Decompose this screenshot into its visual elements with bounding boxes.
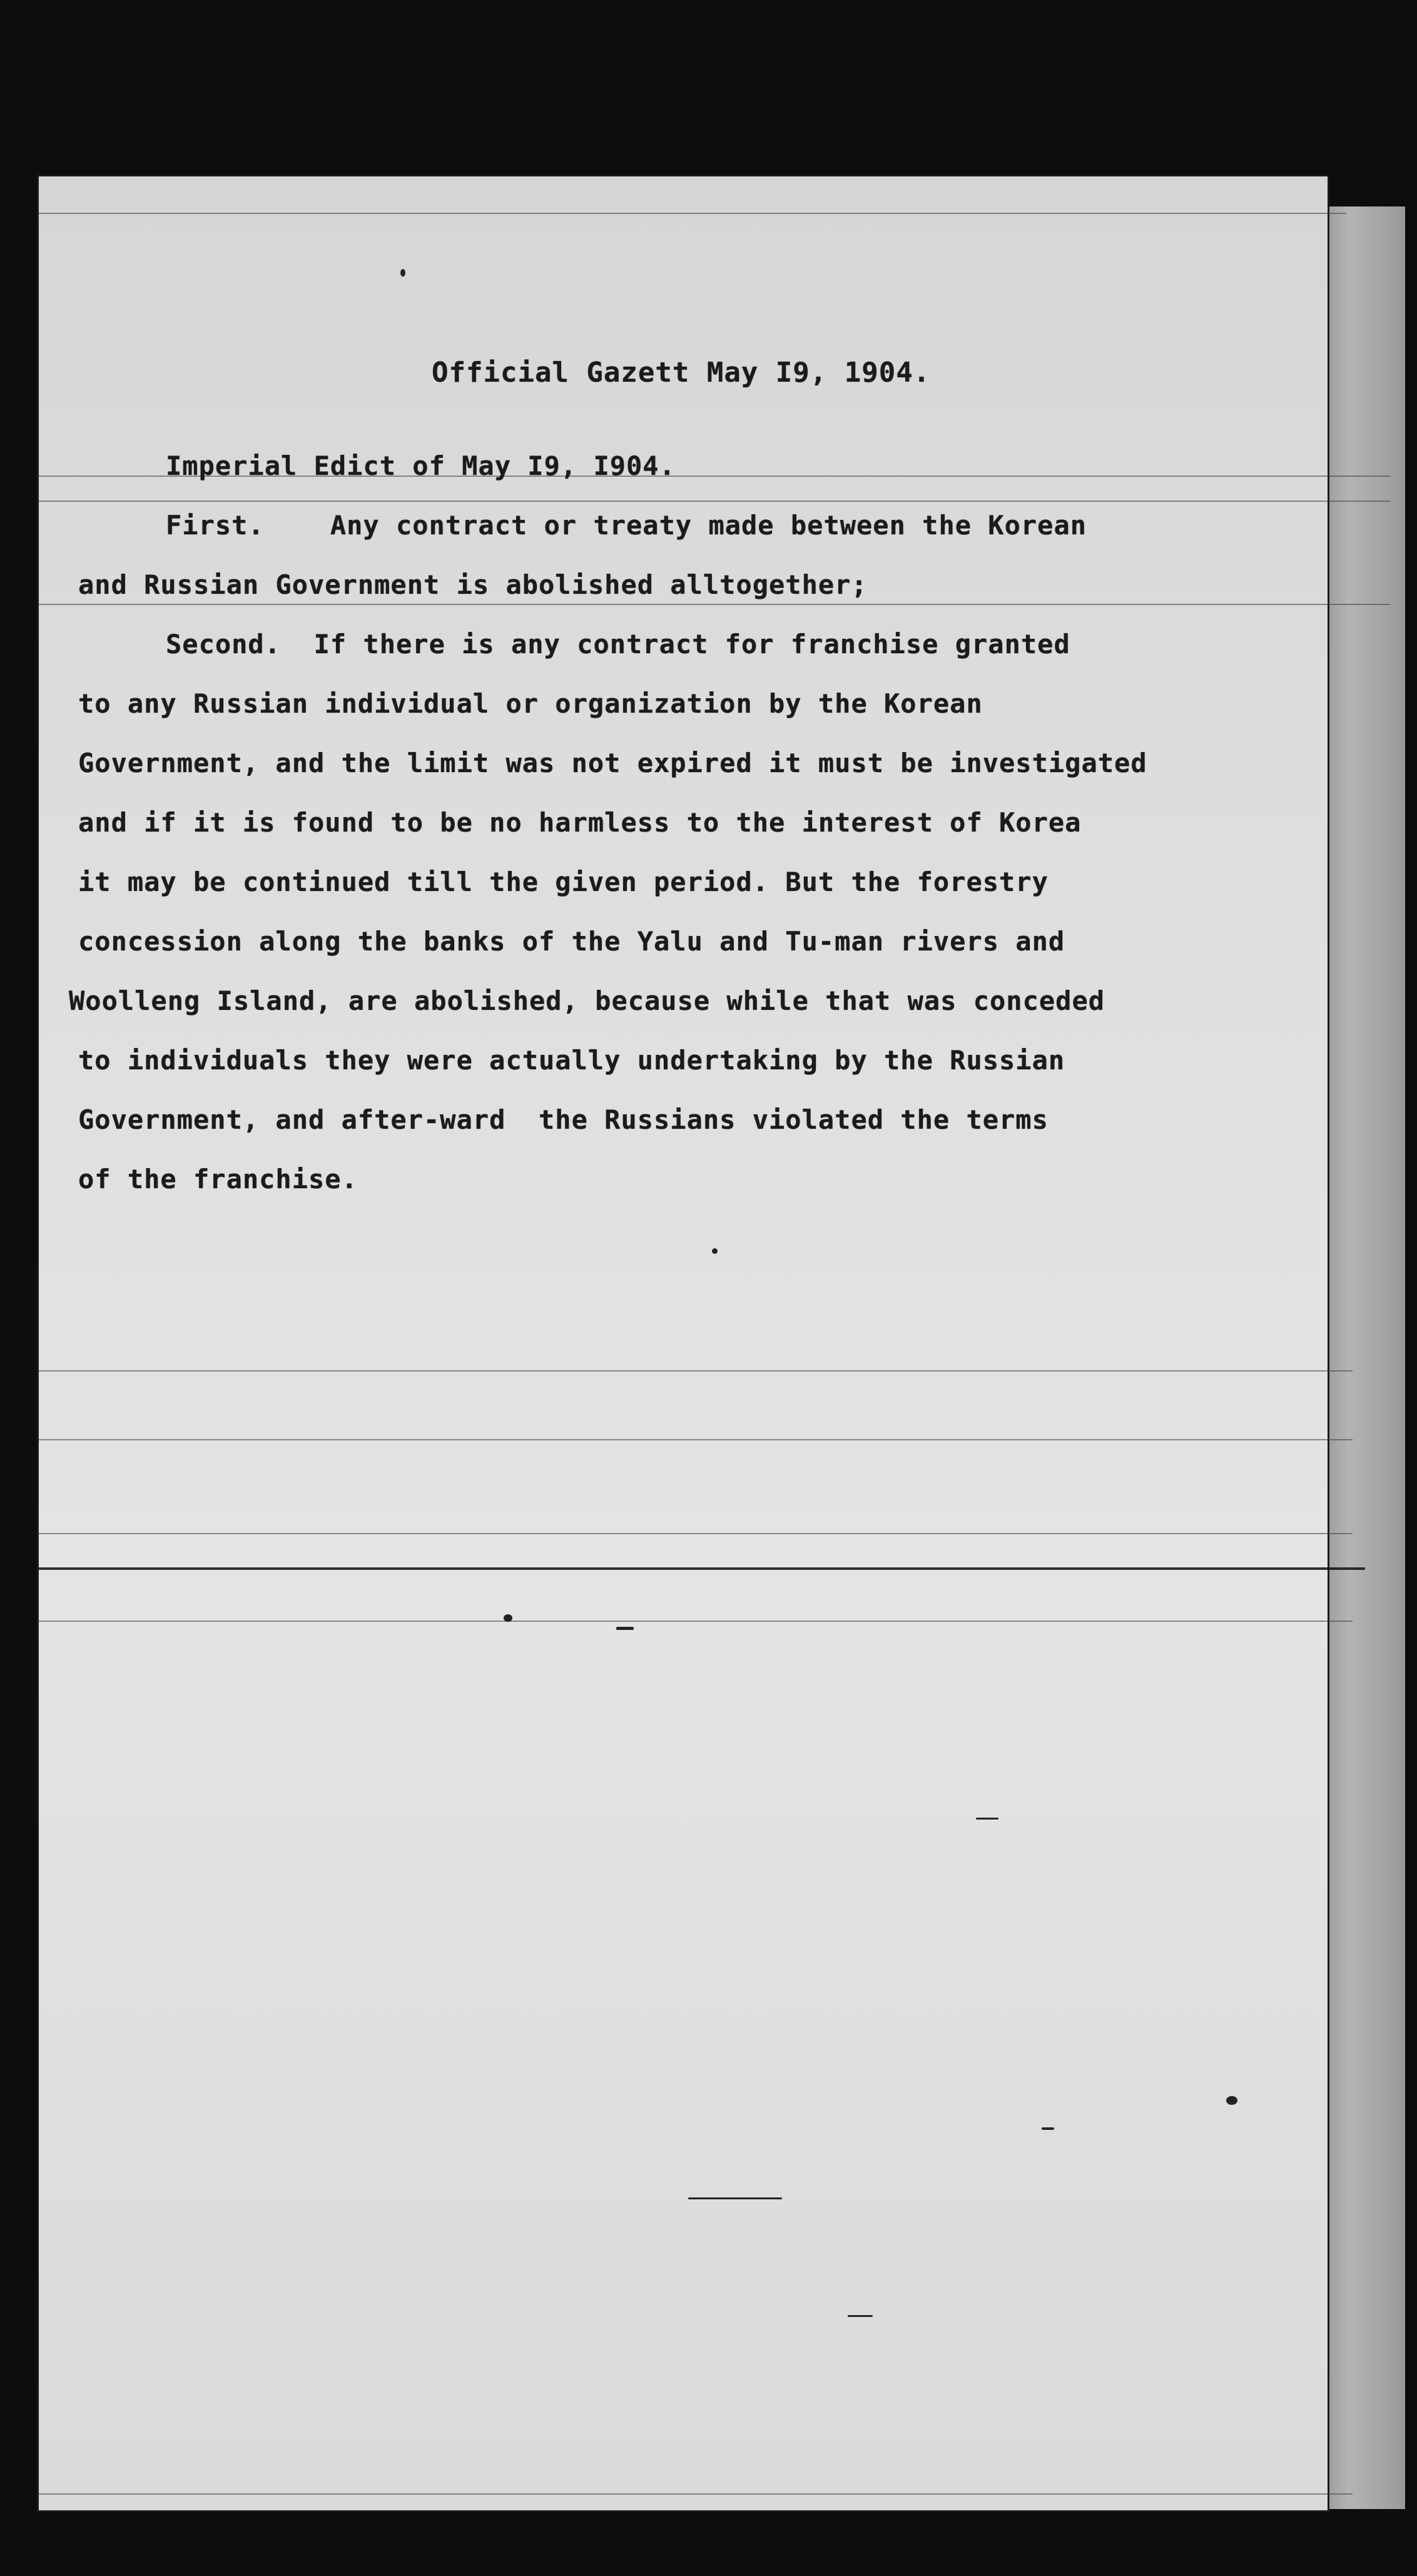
text-line: Woolleng Island, are abolished, because while that was conceded xyxy=(69,985,1105,1016)
text-line: concession along the banks of the Yalu and Tu-man rivers and xyxy=(78,926,1065,957)
text-line: and if it is found to be no harmless to the interest of Korea xyxy=(78,807,1082,838)
text-line: First. Any contract or treaty made between the Korean xyxy=(166,510,1087,541)
scan-speck xyxy=(1042,2127,1054,2130)
page-title: Official Gazett May I9, 1904. xyxy=(432,357,931,389)
text-line: and Russian Government is abolished alltogether; xyxy=(78,569,868,600)
text-line: Government, and after-ward the Russians violated the terms xyxy=(78,1104,1049,1135)
text-line: Imperial Edict of May I9, I904. xyxy=(166,451,676,481)
scan-rule xyxy=(39,2493,1353,2495)
text-line: Government, and the limit was not expired it must be investigated xyxy=(78,748,1147,778)
scan-rule xyxy=(39,213,1346,214)
scan-speck xyxy=(688,2197,782,2199)
text-line: of the franchise. xyxy=(78,1164,358,1194)
text-line: Second. If there is any contract for franchise granted xyxy=(166,629,1070,659)
scan-speck xyxy=(976,1818,998,1820)
scan-rule xyxy=(39,1370,1353,1372)
scan-rule xyxy=(39,1567,1365,1570)
text-line: to any Russian individual or organization by the Korean xyxy=(78,688,983,719)
scan-rule xyxy=(39,1621,1353,1622)
scan-rule xyxy=(39,1439,1353,1440)
scan-speck xyxy=(616,1627,634,1630)
scan-speck xyxy=(504,1614,512,1622)
text-line: to individuals they were actually undertaking by the Russian xyxy=(78,1045,1065,1076)
text-line: it may be continued till the given period. But the forestry xyxy=(78,867,1049,897)
scan-speck xyxy=(712,1248,718,1254)
scan-rule xyxy=(39,501,1390,502)
scan-rule xyxy=(39,1533,1353,1534)
scan-speck xyxy=(848,2315,873,2317)
scan-rule xyxy=(39,604,1390,605)
scan-speck xyxy=(1226,2096,1237,2105)
scan-speck xyxy=(400,269,405,277)
